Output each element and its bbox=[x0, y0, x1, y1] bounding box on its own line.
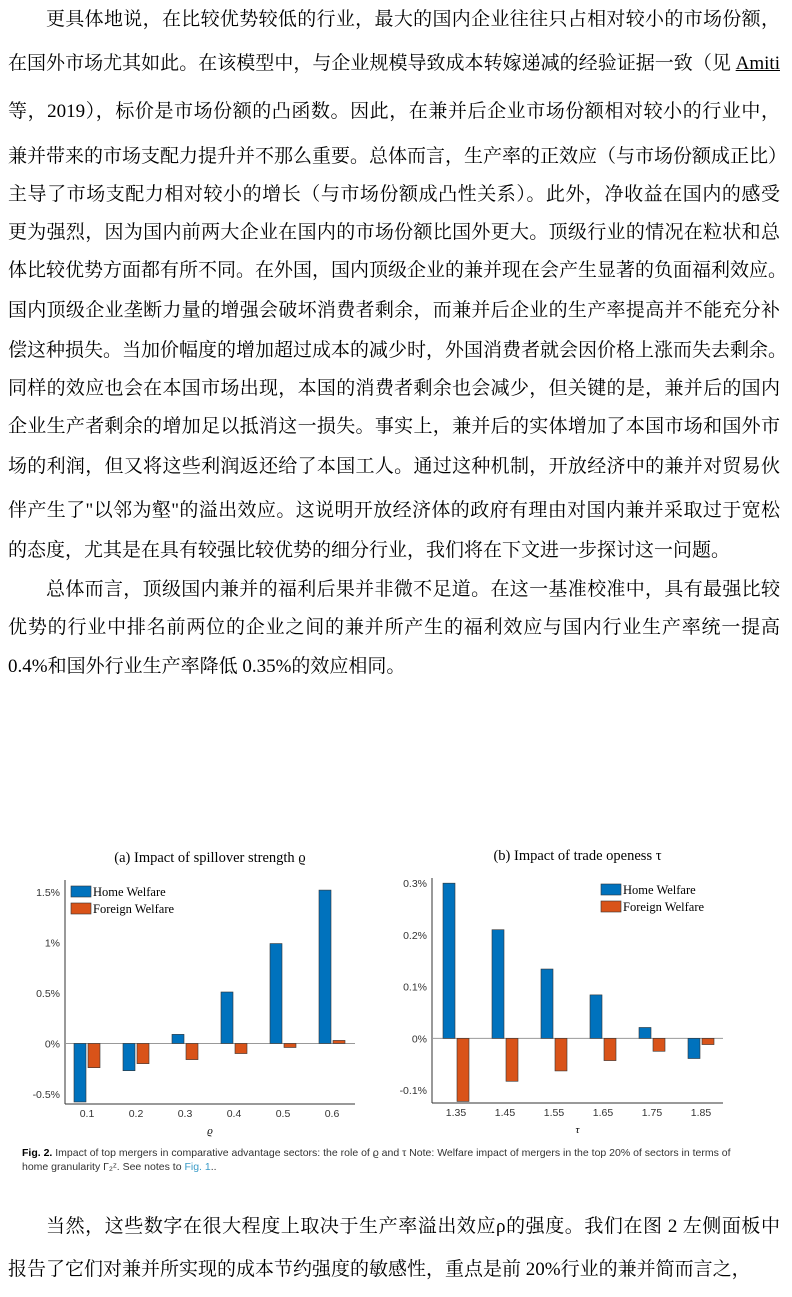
bar-home bbox=[492, 930, 504, 1039]
y-tick-label: 1% bbox=[44, 937, 60, 950]
legend-label: Home Welfare bbox=[93, 885, 166, 899]
text-line bbox=[8, 221, 780, 245]
bar-foreign bbox=[506, 1038, 518, 1081]
bar-foreign bbox=[555, 1038, 567, 1071]
bar-foreign bbox=[653, 1038, 665, 1051]
bar-foreign bbox=[457, 1038, 469, 1101]
line-text: 0.4%和国外行业生产率降低 0.35%的效应相同。 bbox=[8, 656, 406, 677]
line-text: 优势的行业中排名前两位的企业之间的兼并所产生的福利效应与国内行业生产率统一提高 bbox=[8, 617, 780, 638]
legend-swatch-foreign bbox=[601, 901, 621, 912]
line-text: 在国外市场尤其如此。在该模型中，与企业规模导致成本转嫁递减的经验证据一致（见 bbox=[8, 53, 736, 74]
line-text: 同样的效应也会在本国市场出现，本国的消费者剩余也会减少，但关键的是，兼并后的国内 bbox=[8, 378, 780, 399]
line-text: 偿这种损失。当加价幅度的增加超过成本的减少时，外国消费者就会因价格上涨而失去剩余。 bbox=[8, 340, 788, 361]
x-tick-label: 0.5 bbox=[275, 1108, 291, 1120]
y-tick-label: 0.3% bbox=[403, 878, 427, 891]
x-tick-label: 1.75 bbox=[641, 1107, 663, 1119]
text-line bbox=[8, 539, 780, 563]
x-axis-label: τ bbox=[575, 1124, 580, 1136]
line-text: 企业生产者剩余的增加足以抵消这一损失。事实上，兼并后的实体增加了本国市场和国外市 bbox=[8, 416, 780, 437]
text-line bbox=[8, 499, 780, 523]
text-line bbox=[8, 299, 780, 323]
y-tick-label: -0.1% bbox=[399, 1085, 427, 1098]
y-tick-label: 0% bbox=[411, 1033, 427, 1046]
bar-home bbox=[319, 890, 331, 1043]
legend-label: Foreign Welfare bbox=[623, 900, 705, 914]
legend-swatch-foreign bbox=[71, 903, 91, 914]
text-line bbox=[8, 455, 780, 479]
line-text: 场的利润，但又将这些利润返还给了本国工人。通过这种机制，开放经济中的兼并对贸易伙 bbox=[8, 456, 780, 477]
y-tick-label: 1.5% bbox=[36, 887, 60, 900]
text-line bbox=[46, 578, 780, 602]
bar-home bbox=[443, 883, 455, 1038]
x-tick-label: 1.55 bbox=[543, 1107, 565, 1119]
y-tick-label: 0.2% bbox=[403, 929, 427, 942]
text-line bbox=[8, 100, 780, 124]
figure-caption bbox=[22, 1146, 742, 1174]
chart-title: (a) Impact of spillover strength ϱ bbox=[114, 850, 306, 866]
line-text: 报告了它们对兼并所实现的成本节约强度的敏感性，重点是前 20%行业的兼并简而言之， bbox=[8, 1259, 751, 1280]
text-line bbox=[8, 377, 780, 401]
bar-foreign bbox=[333, 1040, 345, 1043]
legend-label: Home Welfare bbox=[623, 883, 696, 897]
citation-link[interactable]: Amiti bbox=[735, 53, 780, 74]
y-tick-label: 0.1% bbox=[403, 981, 427, 994]
text-line bbox=[8, 259, 788, 283]
figure-2 bbox=[0, 840, 792, 1140]
legend-swatch-home bbox=[601, 884, 621, 895]
legend-label: Foreign Welfare bbox=[93, 902, 175, 916]
y-tick-label: 0% bbox=[44, 1038, 60, 1051]
x-tick-label: 1.35 bbox=[445, 1107, 467, 1119]
line-text: 体比较优势方面都有所不同。在外国，国内顶级企业的兼并现在会产生显著的负面福利效应。 bbox=[8, 260, 788, 281]
x-axis-label: ϱ bbox=[207, 1125, 213, 1137]
bar-foreign bbox=[235, 1043, 247, 1053]
bar-foreign bbox=[284, 1043, 296, 1047]
line-text: 伴产生了"以邻为壑"的溢出效应。这说明开放经济体的政府有理由对国内兼并采取过于宽松 bbox=[8, 500, 780, 521]
line-text: 当然，这些数字在很大程度上取决于生产率溢出效应ρ的强度。我们在图 2 左侧面板中 bbox=[46, 1216, 780, 1237]
text-line bbox=[8, 52, 780, 76]
line-text: 国内顶级企业垄断力量的增强会破坏消费者剩余，而兼并后企业的生产率提高并不能充分补 bbox=[8, 300, 780, 321]
x-tick-label: 0.2 bbox=[128, 1108, 144, 1120]
caption-end: .. bbox=[210, 1161, 217, 1173]
x-tick-label: 1.65 bbox=[592, 1107, 614, 1119]
bar-foreign bbox=[186, 1043, 198, 1059]
line-text: 兼并带来的市场支配力提升并不那么重要。总体而言，生产率的正效应（与市场份额成正比） bbox=[8, 146, 788, 167]
chart-title: (b) Impact of trade openess τ bbox=[493, 848, 662, 864]
bar-home bbox=[541, 969, 553, 1038]
text-line bbox=[8, 415, 780, 439]
bar-home bbox=[221, 992, 233, 1043]
text-line bbox=[8, 655, 780, 679]
text-line bbox=[8, 183, 780, 207]
y-tick-label: -0.5% bbox=[32, 1088, 60, 1101]
line-text: 的态度，尤其是在具有较强比较优势的细分行业，我们将在下文进一步探讨这一问题。 bbox=[8, 540, 731, 561]
text-line bbox=[8, 616, 780, 640]
bar-home bbox=[123, 1043, 135, 1070]
x-tick-label: 0.4 bbox=[226, 1108, 242, 1120]
text-line bbox=[8, 1258, 780, 1282]
text-line bbox=[46, 1215, 780, 1239]
bar-home bbox=[172, 1034, 184, 1043]
caption-text: Impact of top mergers in comparative advantage sectors: the role of ϱ and τ Note: Welfare impact of mergers in the top 20% of sectors in terms of home granularity Γ₂ᶻ. See notes to bbox=[22, 1147, 731, 1173]
text-line bbox=[8, 145, 788, 169]
legend-swatch-home bbox=[71, 886, 91, 897]
x-tick-label: 0.6 bbox=[324, 1108, 340, 1120]
x-tick-label: 0.1 bbox=[79, 1108, 95, 1120]
text-line bbox=[46, 8, 780, 32]
bar-home bbox=[639, 1027, 651, 1038]
line-text: 等，2019），标价是市场份额的凸函数。因此，在兼并后企业市场份额相对较小的行业中， bbox=[8, 101, 780, 122]
bar-home bbox=[74, 1043, 86, 1102]
line-text: 更具体地说，在比较优势较低的行业，最大的国内企业往往只占相对较小的市场份额， bbox=[46, 9, 780, 30]
x-tick-label: 1.45 bbox=[494, 1107, 516, 1119]
bar-foreign bbox=[137, 1043, 149, 1063]
line-text: 总体而言，顶级国内兼并的福利后果并非微不足道。在这一基准校准中，具有最强比较 bbox=[46, 579, 780, 600]
bar-foreign bbox=[604, 1038, 616, 1060]
fig1-link[interactable]: Fig. 1 bbox=[184, 1161, 211, 1173]
text-line bbox=[8, 339, 788, 363]
y-tick-label: 0.5% bbox=[36, 988, 60, 1001]
x-tick-label: 1.85 bbox=[690, 1107, 712, 1119]
line-text: 更为强烈，因为国内前两大企业在国内的市场份额比国外更大。顶级行业的情况在粒状和总 bbox=[8, 222, 780, 243]
x-tick-label: 0.3 bbox=[177, 1108, 193, 1120]
bar-foreign bbox=[702, 1038, 714, 1044]
bar-home bbox=[590, 995, 602, 1038]
bar-home bbox=[688, 1038, 700, 1058]
caption-label: Fig. 2. bbox=[22, 1147, 53, 1159]
bar-home bbox=[270, 944, 282, 1044]
bar-foreign bbox=[88, 1043, 100, 1067]
line-text: 主导了市场支配力相对较小的增长（与市场份额成凸性关系）。此外，净收益在国内的感受 bbox=[8, 184, 780, 205]
